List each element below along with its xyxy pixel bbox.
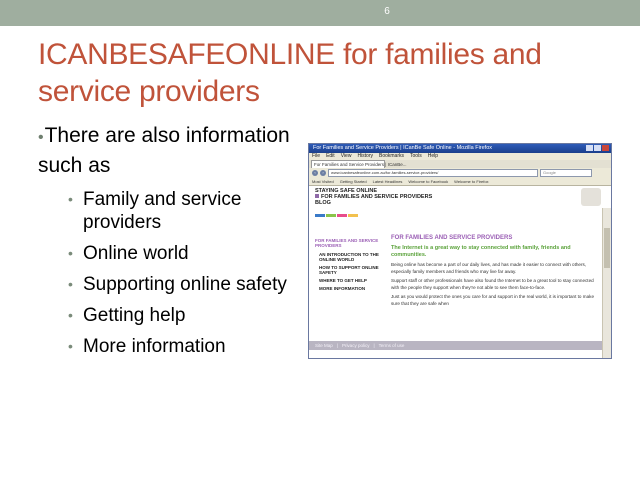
slide-number: 6 [384,6,390,17]
back-icon[interactable]: ‹ [312,170,318,176]
sub-bullet: • Online world [71,242,318,265]
window-title: For Families and Service Providers | ICanBe Safe Online - Mozilla Firefox [313,145,493,151]
window-controls [586,145,609,151]
tab-bar [309,160,611,168]
sidebar-item-help[interactable]: WHERE TO GET HELP [319,278,367,283]
site-sidebar [315,238,385,294]
menu-view[interactable]: View [340,153,352,159]
site-header [315,188,432,206]
site-footer: Site Map | Privacy policy | Terms of use [309,341,607,350]
main-bullet-text: There are also information such as [38,124,290,177]
slide-title: ICANBESAFEONLINE for families and service providers [38,38,542,108]
sub-bullet: • Getting help [71,304,318,327]
sidebar-item-more-info[interactable]: MORE INFORMATION [319,286,366,291]
menu-help[interactable]: Help [427,153,438,159]
bookmark-item[interactable]: Getting Started [339,179,367,184]
header-image [581,188,601,206]
maximize-icon[interactable] [594,145,601,151]
site-header-line: STAYING SAFE ONLINE [315,188,378,194]
color-strip [315,214,358,217]
content-paragraph: Being online has become a part of our daily lives, and has made it easier to connect with others, especially family members and friends who may live far away. [391,262,587,274]
page-content [391,234,599,310]
content-paragraph: Support staff or other professionals have also found the Internet to be a great tool to stay connected with the people they support when they're not able to see them face-to-face. [391,278,594,290]
menu-tools[interactable]: Tools [410,153,422,159]
content-lead: The Internet is a great way to stay connected with family, friends and communities. [391,245,571,258]
color-swatch [348,214,358,217]
menu-edit[interactable]: Edit [326,153,335,159]
bullet-list [38,122,321,366]
sub-bullet: • Family and service providers [71,188,318,234]
sub-bullet: • More information [71,335,318,358]
menu-bookmarks[interactable]: Bookmarks [379,153,405,159]
bookmark-item[interactable]: Welcome to Facebook [408,179,449,184]
bookmark-item[interactable]: Most Visited [312,179,334,184]
scrollbar-thumb[interactable] [604,228,610,268]
menu-history[interactable]: History [357,153,373,159]
bookmarks-bar [309,178,611,186]
main-bullet [38,122,321,180]
navigation-bar [309,168,611,178]
site-header-line[interactable]: BLOG [315,200,331,206]
address-bar[interactable]: www.icanbesafeonline.com.au/for-families-service-providers/ [328,169,538,177]
minimize-icon[interactable] [586,145,593,151]
close-icon[interactable] [602,145,609,151]
forward-icon[interactable]: › [320,170,326,176]
content-paragraph: Just as you would protect the ones you care for and support in the real world, it is important to make sure that they are safe when [391,294,594,306]
web-page [309,186,611,350]
sidebar-item-support[interactable]: HOW TO SUPPORT ONLINE SAFETY [319,265,379,275]
sub-bullet: • Supporting online safety [71,273,318,296]
content-title: FOR FAMILIES AND SERVICE PROVIDERS [391,235,513,241]
browser-tab[interactable]: For Families and Service Providers | ICanBe... [311,160,385,168]
sub-bullet-list [38,188,318,358]
footer-link-sitemap[interactable]: Site Map [315,343,333,348]
window-titlebar [309,144,611,153]
search-input[interactable]: Google [540,169,592,177]
menu-bar [309,153,611,160]
browser-screenshot [308,143,612,359]
bullet-icon: • [38,129,44,146]
sidebar-item-families[interactable]: FOR FAMILIES AND SERVICE PROVIDERS [315,238,379,248]
sidebar-item-online-world[interactable]: AN INTRODUCTION TO THE ONLINE WORLD [319,252,379,262]
bookmark-item[interactable]: Welcome to Firefox [454,179,489,184]
slide-header-bar [0,0,640,26]
menu-file[interactable]: File [312,153,321,159]
footer-link-privacy[interactable]: Privacy policy [341,343,370,348]
color-swatch [337,214,347,217]
site-header-line[interactable]: FOR FAMILIES AND SERVICE PROVIDERS [321,194,433,200]
color-swatch [326,214,336,217]
vertical-scrollbar[interactable] [602,208,611,358]
arrow-icon [315,194,319,198]
color-swatch [315,214,325,217]
bookmark-item[interactable]: Latest Headlines [372,179,403,184]
footer-link-terms[interactable]: Terms of use [378,343,405,348]
